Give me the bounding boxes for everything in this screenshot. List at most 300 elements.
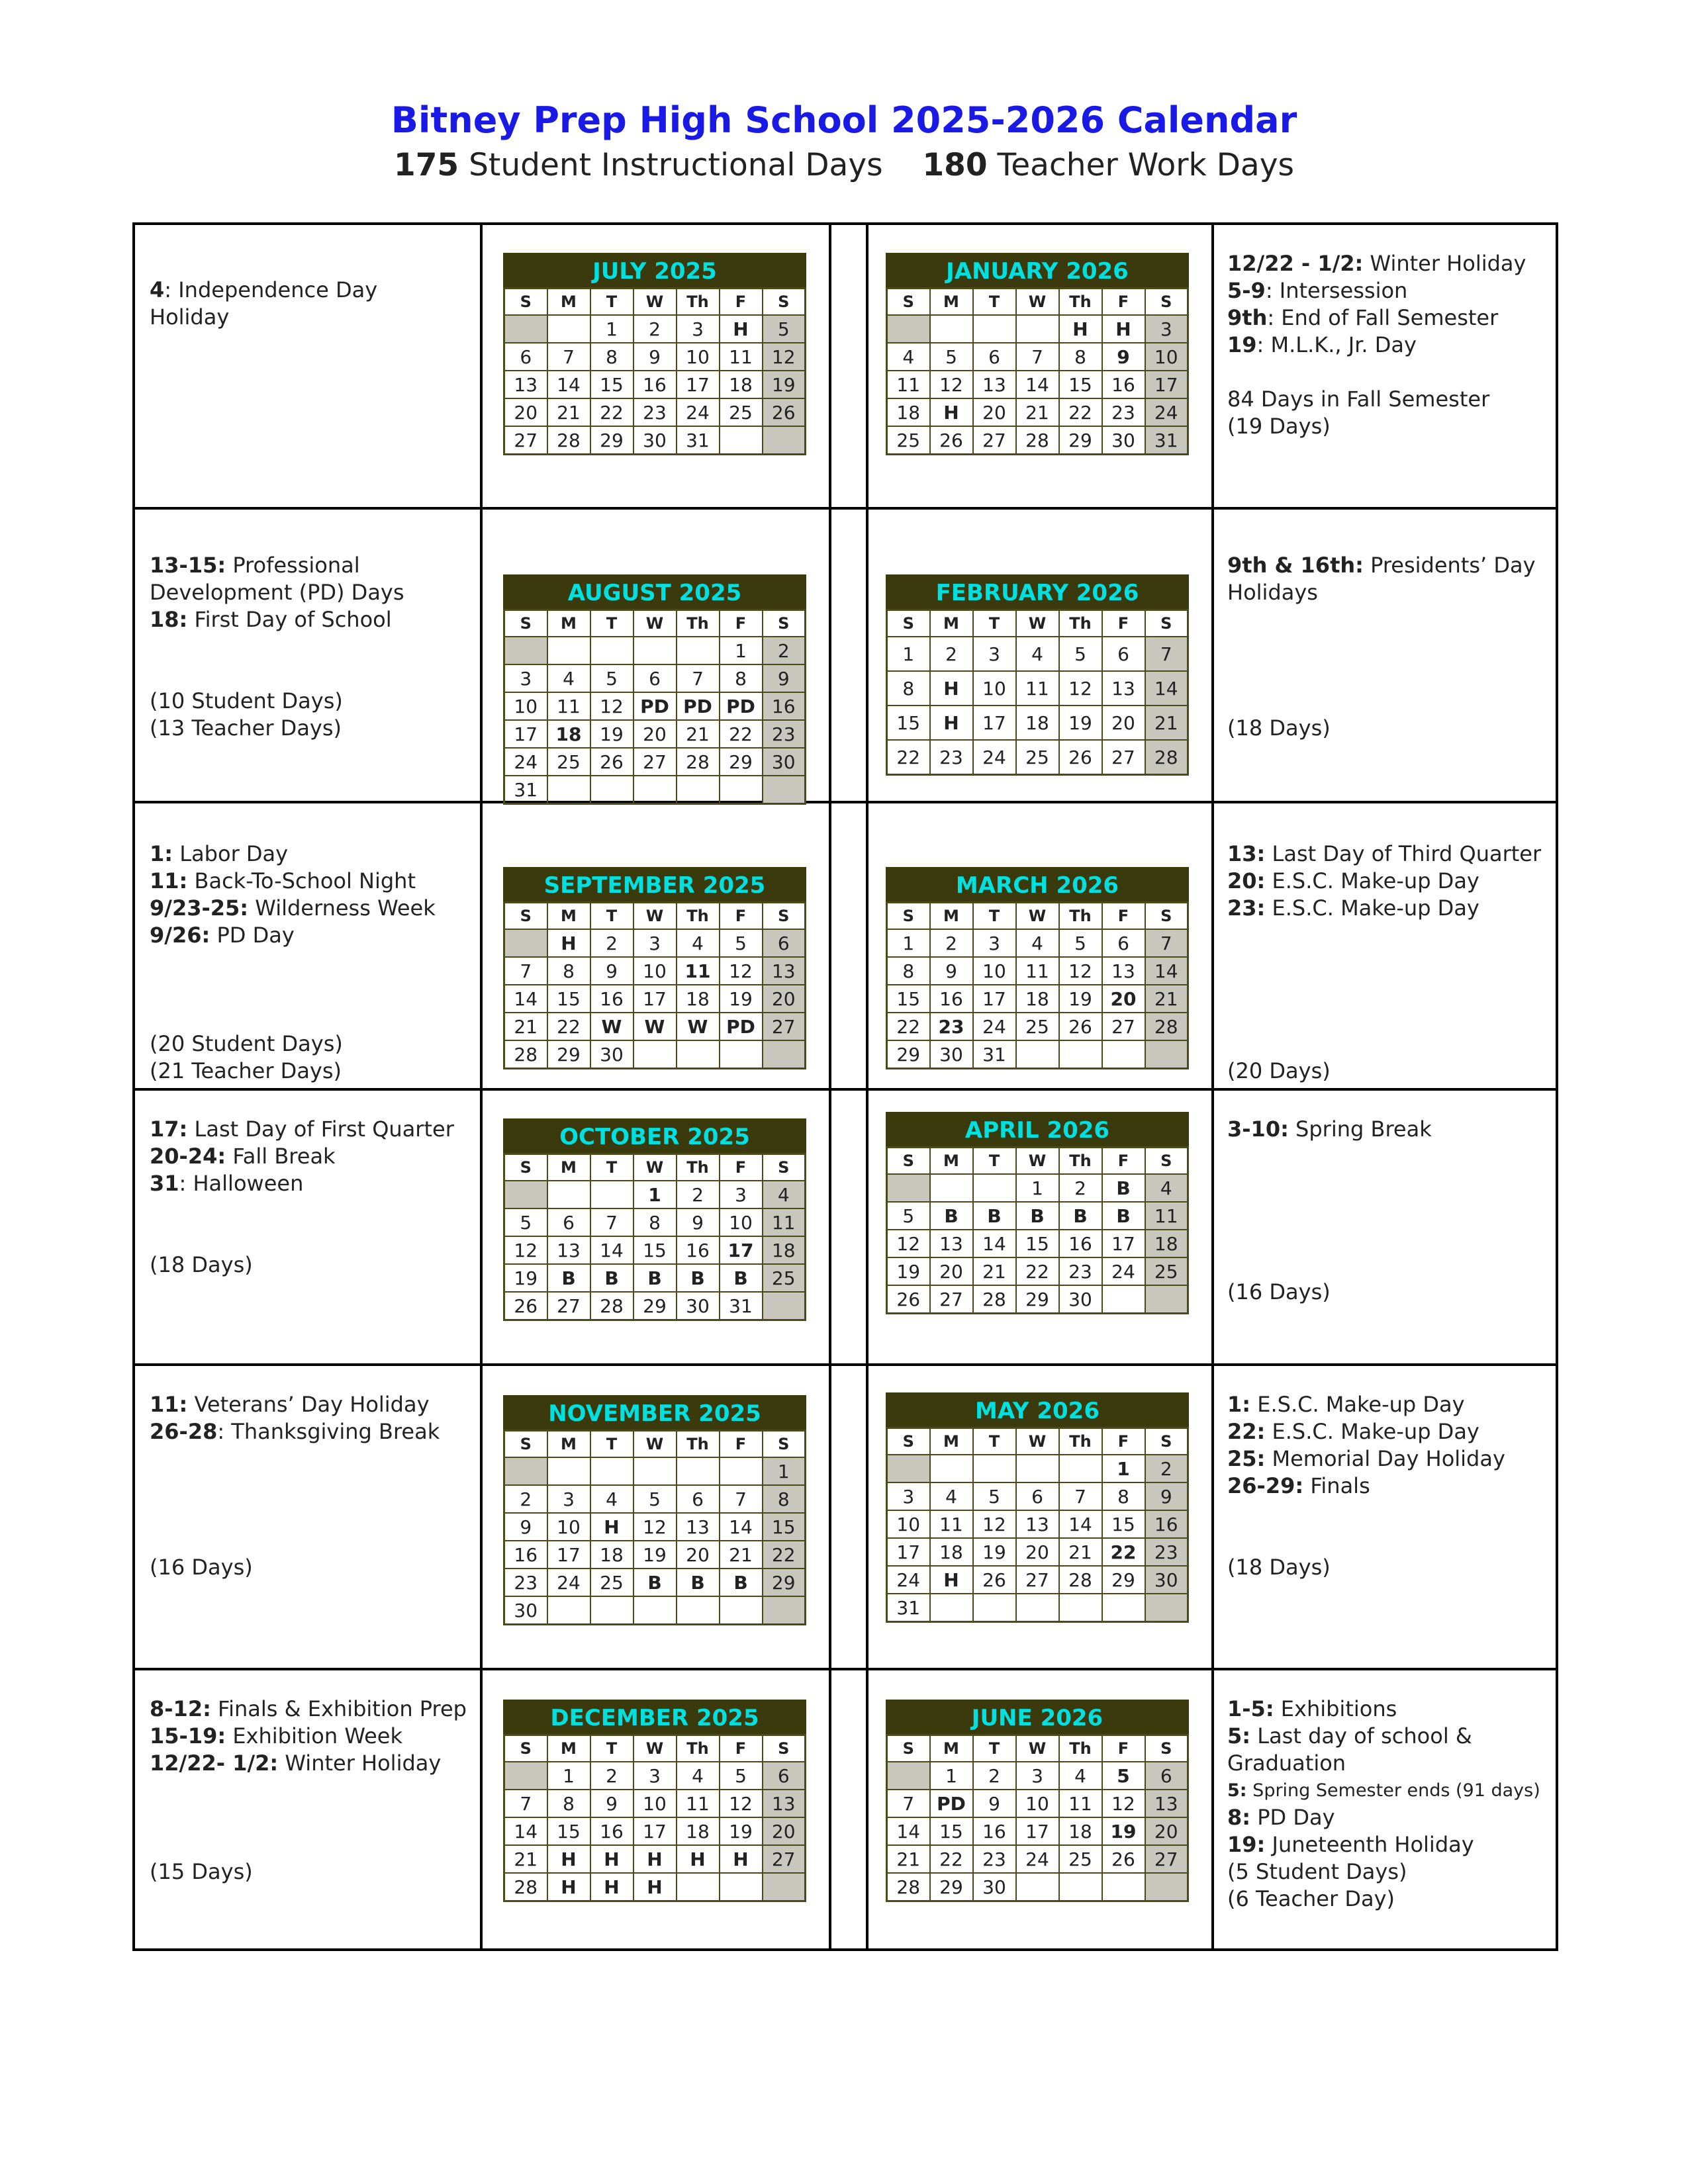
note-line: [150, 1058, 474, 1085]
day-cell: 18: [1145, 1230, 1188, 1257]
day-cell: 2: [590, 929, 633, 957]
day-cell: 9: [1145, 1482, 1188, 1510]
weekday-header: M: [930, 610, 973, 637]
day-cell: [1059, 1040, 1102, 1069]
day-cell: 17: [887, 1538, 930, 1566]
weekday-header: Th: [1059, 610, 1102, 637]
day-cell: W: [677, 1013, 720, 1040]
weekday-header: S: [887, 903, 930, 930]
day-cell: 18: [677, 1817, 720, 1845]
day-cell: [720, 776, 763, 804]
weekday-header: Th: [1059, 1148, 1102, 1175]
note-text: Presidents’ Day: [1363, 553, 1536, 578]
weekday-header: S: [1145, 1148, 1188, 1175]
note-line: [1227, 606, 1552, 633]
day-cell: 27: [1016, 1566, 1059, 1594]
day-cell: 17: [677, 371, 720, 398]
day-cell: 18: [763, 1236, 806, 1264]
week-row: [504, 398, 806, 426]
week-row: [887, 1482, 1188, 1510]
note-text: Last Day of Third Quarter: [1265, 841, 1542, 866]
day-cell: 10: [633, 957, 677, 985]
day-cell: 3: [633, 929, 677, 957]
note-text: (19 Days): [1227, 414, 1331, 439]
grid-divider: [135, 801, 1556, 803]
day-cell: 20: [1102, 705, 1145, 740]
month-calendar: [886, 1392, 1189, 1623]
note-line: [1227, 1170, 1552, 1197]
day-cell: [720, 1596, 763, 1625]
day-cell: 4: [1059, 1762, 1102, 1790]
day-cell: 20: [1145, 1817, 1188, 1845]
day-cell: 10: [1016, 1790, 1059, 1817]
day-cell: 8: [887, 671, 930, 705]
week-row: [887, 637, 1188, 671]
note-date: 1-5:: [1227, 1696, 1274, 1721]
day-cell: [1059, 1873, 1102, 1901]
grid-divider: [866, 225, 868, 1948]
day-cell: [504, 929, 547, 957]
day-cell: [887, 1174, 930, 1202]
day-cell: 14: [590, 1236, 633, 1264]
day-cell: 21: [547, 398, 590, 426]
week-row: [887, 1174, 1188, 1202]
day-cell: 26: [504, 1292, 547, 1320]
day-cell: 21: [720, 1541, 763, 1569]
day-cell: 13: [763, 1790, 806, 1817]
note-line: [1227, 868, 1552, 895]
day-cell: 9: [504, 1513, 547, 1541]
day-cell: [1059, 1594, 1102, 1622]
week-row: [504, 1596, 806, 1625]
day-cell: 28: [1145, 1013, 1188, 1040]
month-table: [503, 1430, 806, 1625]
day-cell: 14: [973, 1230, 1016, 1257]
weekday-header: M: [547, 289, 590, 316]
day-cell: 28: [973, 1285, 1016, 1314]
day-cell: H: [547, 929, 590, 957]
weekday-header: M: [547, 903, 590, 930]
day-cell: 10: [887, 1510, 930, 1538]
day-cell: [504, 1762, 547, 1790]
day-cell: 1: [547, 1762, 590, 1790]
note-line: [1227, 1554, 1552, 1581]
week-row: [504, 1845, 806, 1873]
note-line: [1227, 1473, 1552, 1500]
day-cell: 18: [930, 1538, 973, 1566]
day-cell: 7: [1145, 637, 1188, 671]
day-cell: 20: [677, 1541, 720, 1569]
note-date: 19:: [1227, 1832, 1266, 1857]
day-cell: 26: [590, 748, 633, 776]
day-cell: 3: [887, 1482, 930, 1510]
month-table: [886, 287, 1189, 455]
note-line: [1227, 1886, 1552, 1913]
week-row: [504, 1236, 806, 1264]
note-line: [150, 715, 474, 742]
day-cell: B: [547, 1264, 590, 1292]
day-cell: H: [633, 1845, 677, 1873]
grid-divider: [135, 1088, 1556, 1091]
note-text: (15 Days): [150, 1859, 253, 1884]
note-line: [150, 1197, 474, 1224]
weekday-header: M: [930, 1428, 973, 1455]
week-row: [887, 1566, 1188, 1594]
day-cell: 18: [677, 985, 720, 1013]
month-calendar: [886, 253, 1189, 455]
note-text: (13 Teacher Days): [150, 715, 342, 741]
day-cell: 27: [973, 426, 1016, 455]
day-cell: 9: [590, 1790, 633, 1817]
week-row: [504, 1292, 806, 1320]
day-cell: 29: [1059, 426, 1102, 455]
day-cell: 19: [1059, 985, 1102, 1013]
note-line: [1227, 1723, 1552, 1750]
day-cell: 25: [1016, 740, 1059, 775]
day-cell: [677, 776, 720, 804]
day-cell: 6: [973, 343, 1016, 371]
day-cell: 20: [973, 398, 1016, 426]
day-cell: 19: [1102, 1817, 1145, 1845]
note-line: [1227, 715, 1552, 742]
day-cell: [590, 1457, 633, 1485]
day-cell: 4: [677, 1762, 720, 1790]
day-cell: 21: [1016, 398, 1059, 426]
day-cell: 7: [1059, 1482, 1102, 1510]
day-cell: 15: [1016, 1230, 1059, 1257]
left-notes: [150, 1696, 474, 1886]
day-cell: 14: [504, 1817, 547, 1845]
day-cell: 14: [1145, 957, 1188, 985]
note-line: [150, 1777, 474, 1804]
day-cell: PD: [720, 1013, 763, 1040]
day-cell: [973, 1455, 1016, 1482]
grid-divider: [480, 225, 483, 1948]
note-text: Spring Break: [1288, 1116, 1432, 1142]
note-date: 13:: [1227, 841, 1266, 866]
day-cell: [887, 315, 930, 343]
week-row: [504, 1541, 806, 1569]
note-line: [1227, 1251, 1552, 1279]
note-text: (16 Days): [150, 1555, 253, 1580]
day-cell: 13: [763, 957, 806, 985]
note-line: [150, 1723, 474, 1750]
day-cell: [763, 426, 806, 455]
day-cell: [633, 637, 677, 664]
day-cell: 16: [973, 1817, 1016, 1845]
day-cell: 7: [887, 1790, 930, 1817]
day-cell: 8: [720, 664, 763, 692]
note-text: Last Day of First Quarter: [187, 1116, 454, 1142]
note-date: 5:: [1227, 1723, 1251, 1749]
day-cell: 30: [930, 1040, 973, 1069]
month-table: [503, 1734, 806, 1902]
day-cell: 23: [1102, 398, 1145, 426]
weekday-header: Th: [1059, 289, 1102, 316]
note-text: : Intersession: [1265, 278, 1408, 303]
weekday-header: W: [633, 1431, 677, 1458]
month-table: [886, 901, 1189, 1069]
day-cell: [504, 1181, 547, 1208]
left-notes: [150, 277, 474, 331]
note-text: (21 Teacher Days): [150, 1058, 342, 1083]
day-cell: 6: [1145, 1762, 1188, 1790]
note-text: : End of Fall Semester: [1267, 305, 1499, 330]
note-text: Spring Semester ends (91 days): [1246, 1780, 1540, 1801]
day-cell: 10: [677, 343, 720, 371]
note-line: [1227, 277, 1552, 304]
weekday-header: S: [887, 1735, 930, 1762]
day-cell: 14: [547, 371, 590, 398]
weekday-header: S: [1145, 610, 1188, 637]
day-cell: [677, 1596, 720, 1625]
day-cell: 13: [504, 371, 547, 398]
note-line: [150, 304, 474, 331]
day-cell: [887, 1455, 930, 1482]
note-date: 22:: [1227, 1419, 1266, 1444]
day-cell: 13: [1016, 1510, 1059, 1538]
note-text: (18 Days): [150, 1252, 253, 1277]
day-cell: [763, 1596, 806, 1625]
day-cell: 15: [1059, 371, 1102, 398]
weekday-header: F: [1102, 610, 1145, 637]
week-row: [504, 1181, 806, 1208]
day-cell: 7: [504, 957, 547, 985]
weekday-header: S: [1145, 1428, 1188, 1455]
day-cell: 23: [930, 740, 973, 775]
day-cell: [590, 776, 633, 804]
month-table: [503, 609, 806, 805]
day-cell: [1145, 1285, 1188, 1314]
month-table: [886, 1734, 1189, 1902]
day-cell: 12: [590, 692, 633, 720]
note-line: [150, 660, 474, 688]
day-cell: 15: [547, 985, 590, 1013]
week-row: [504, 1513, 806, 1541]
day-cell: 8: [547, 957, 590, 985]
day-cell: 25: [1016, 1013, 1059, 1040]
weekday-header: S: [887, 610, 930, 637]
note-text: (20 Days): [1227, 1058, 1331, 1083]
day-cell: 6: [677, 1485, 720, 1513]
day-cell: 11: [677, 1790, 720, 1817]
weekday-header: M: [547, 1154, 590, 1181]
day-cell: 26: [1102, 1845, 1145, 1873]
note-line: [1227, 1418, 1552, 1445]
day-cell: 4: [930, 1482, 973, 1510]
note-text: Back-To-School Night: [187, 868, 416, 893]
day-cell: 15: [590, 371, 633, 398]
day-cell: 29: [1016, 1285, 1059, 1314]
note-text: : Thanksgiving Break: [217, 1419, 440, 1444]
day-cell: [547, 776, 590, 804]
day-cell: 15: [887, 985, 930, 1013]
weekday-header: Th: [677, 289, 720, 316]
day-cell: 19: [763, 371, 806, 398]
right-notes: [1227, 841, 1552, 1085]
day-cell: 4: [887, 343, 930, 371]
day-cell: [763, 1292, 806, 1320]
day-cell: 9: [633, 343, 677, 371]
day-cell: 6: [763, 1762, 806, 1790]
day-cell: 1: [1016, 1174, 1059, 1202]
day-cell: 5: [763, 315, 806, 343]
day-cell: 9: [930, 957, 973, 985]
day-cell: 3: [547, 1485, 590, 1513]
day-cell: B: [1102, 1202, 1145, 1230]
day-cell: 22: [590, 398, 633, 426]
note-text: 84 Days in Fall Semester: [1227, 387, 1490, 412]
day-cell: H: [930, 671, 973, 705]
note-date: 20-24:: [150, 1144, 226, 1169]
note-text: (18 Days): [1227, 715, 1331, 741]
note-line: [1227, 552, 1552, 579]
weekday-header: M: [930, 1735, 973, 1762]
day-cell: 21: [504, 1013, 547, 1040]
day-cell: B: [677, 1569, 720, 1596]
note-line: [1227, 304, 1552, 332]
note-text: Graduation: [1227, 1751, 1346, 1776]
grid-divider: [135, 507, 1556, 510]
month-title: AUGUST 2025: [503, 574, 806, 609]
day-cell: 29: [887, 1040, 930, 1069]
day-cell: 19: [590, 720, 633, 748]
month-title: MARCH 2026: [886, 867, 1189, 901]
week-row: [504, 1762, 806, 1790]
weekday-header: T: [590, 1431, 633, 1458]
note-text: Development (PD) Days: [150, 580, 404, 605]
day-cell: 24: [504, 748, 547, 776]
day-cell: 7: [1145, 929, 1188, 957]
week-row: [504, 1817, 806, 1845]
day-cell: 19: [633, 1541, 677, 1569]
day-cell: 13: [1102, 671, 1145, 705]
note-line: [1227, 976, 1552, 1003]
week-row: [887, 1594, 1188, 1622]
weekday-header: S: [504, 1735, 547, 1762]
note-text: Fall Break: [226, 1144, 336, 1169]
weekday-header: T: [590, 903, 633, 930]
day-cell: 29: [720, 748, 763, 776]
note-date: 1:: [150, 841, 173, 866]
day-cell: 13: [677, 1513, 720, 1541]
note-line: [150, 1143, 474, 1170]
day-cell: PD: [930, 1790, 973, 1817]
day-cell: 21: [1145, 705, 1188, 740]
weekday-header: T: [973, 1148, 1016, 1175]
day-cell: 6: [1102, 929, 1145, 957]
weekday-header: W: [1016, 610, 1059, 637]
weekday-header: S: [1145, 903, 1188, 930]
week-row: [887, 1257, 1188, 1285]
day-cell: H: [1102, 315, 1145, 343]
day-cell: 14: [1059, 1510, 1102, 1538]
note-line: [1227, 386, 1552, 413]
day-cell: 24: [547, 1569, 590, 1596]
note-line: [150, 1251, 474, 1279]
note-text: Last day of school &: [1250, 1723, 1472, 1749]
note-text: E.S.C. Make-up Day: [1265, 868, 1479, 893]
day-cell: 3: [1016, 1762, 1059, 1790]
day-cell: 22: [930, 1845, 973, 1873]
day-cell: [633, 1040, 677, 1069]
day-cell: 8: [590, 343, 633, 371]
day-cell: H: [720, 315, 763, 343]
week-row: [504, 371, 806, 398]
day-cell: H: [547, 1845, 590, 1873]
weekday-header: Th: [677, 903, 720, 930]
right-notes: [1227, 250, 1552, 440]
day-cell: 6: [1016, 1482, 1059, 1510]
day-cell: 16: [930, 985, 973, 1013]
note-text: First Day of School: [187, 607, 392, 632]
day-cell: 27: [763, 1845, 806, 1873]
weekday-header: M: [930, 1148, 973, 1175]
week-row: [504, 1790, 806, 1817]
month-calendar: [503, 1700, 806, 1902]
day-cell: 2: [677, 1181, 720, 1208]
week-row: [887, 1013, 1188, 1040]
right-notes: [1227, 1116, 1552, 1306]
day-cell: 28: [1016, 426, 1059, 455]
day-cell: H: [930, 398, 973, 426]
day-cell: [1102, 1040, 1145, 1069]
note-line: [1227, 250, 1552, 277]
day-cell: 8: [763, 1485, 806, 1513]
day-cell: [720, 426, 763, 455]
day-cell: 25: [1145, 1257, 1188, 1285]
day-cell: PD: [720, 692, 763, 720]
weekday-header: W: [633, 289, 677, 316]
note-text: Finals & Exhibition Prep: [211, 1696, 467, 1721]
month-table: [886, 609, 1189, 776]
teacher-days-label: Teacher Work Days: [997, 147, 1294, 183]
month-table: [886, 1427, 1189, 1623]
note-text: Exhibitions: [1274, 1696, 1397, 1721]
day-cell: 22: [1059, 398, 1102, 426]
day-cell: 9: [590, 957, 633, 985]
day-cell: 17: [1016, 1817, 1059, 1845]
month-calendar: [503, 1395, 806, 1625]
weekday-header: F: [720, 1431, 763, 1458]
note-text: : Independence Day: [164, 277, 378, 302]
day-cell: 23: [633, 398, 677, 426]
weekday-header: W: [1016, 289, 1059, 316]
day-cell: [590, 637, 633, 664]
note-line: [1227, 922, 1552, 949]
note-date: 11:: [150, 868, 188, 893]
day-cell: 10: [973, 957, 1016, 985]
day-cell: [1016, 1594, 1059, 1622]
day-cell: 3: [973, 637, 1016, 671]
day-cell: 26: [930, 426, 973, 455]
day-cell: 27: [763, 1013, 806, 1040]
weekday-header: F: [1102, 1428, 1145, 1455]
note-text: : M.L.K., Jr. Day: [1256, 332, 1417, 357]
day-cell: 16: [1145, 1510, 1188, 1538]
day-cell: 25: [887, 426, 930, 455]
note-line: [150, 579, 474, 606]
day-cell: 26: [1059, 1013, 1102, 1040]
day-cell: 5: [1059, 929, 1102, 957]
note-line: [150, 922, 474, 949]
day-cell: B: [1102, 1174, 1145, 1202]
day-cell: 23: [763, 720, 806, 748]
week-row: [887, 1790, 1188, 1817]
day-cell: 5: [930, 343, 973, 371]
note-line: [1227, 841, 1552, 868]
day-cell: [677, 1457, 720, 1485]
